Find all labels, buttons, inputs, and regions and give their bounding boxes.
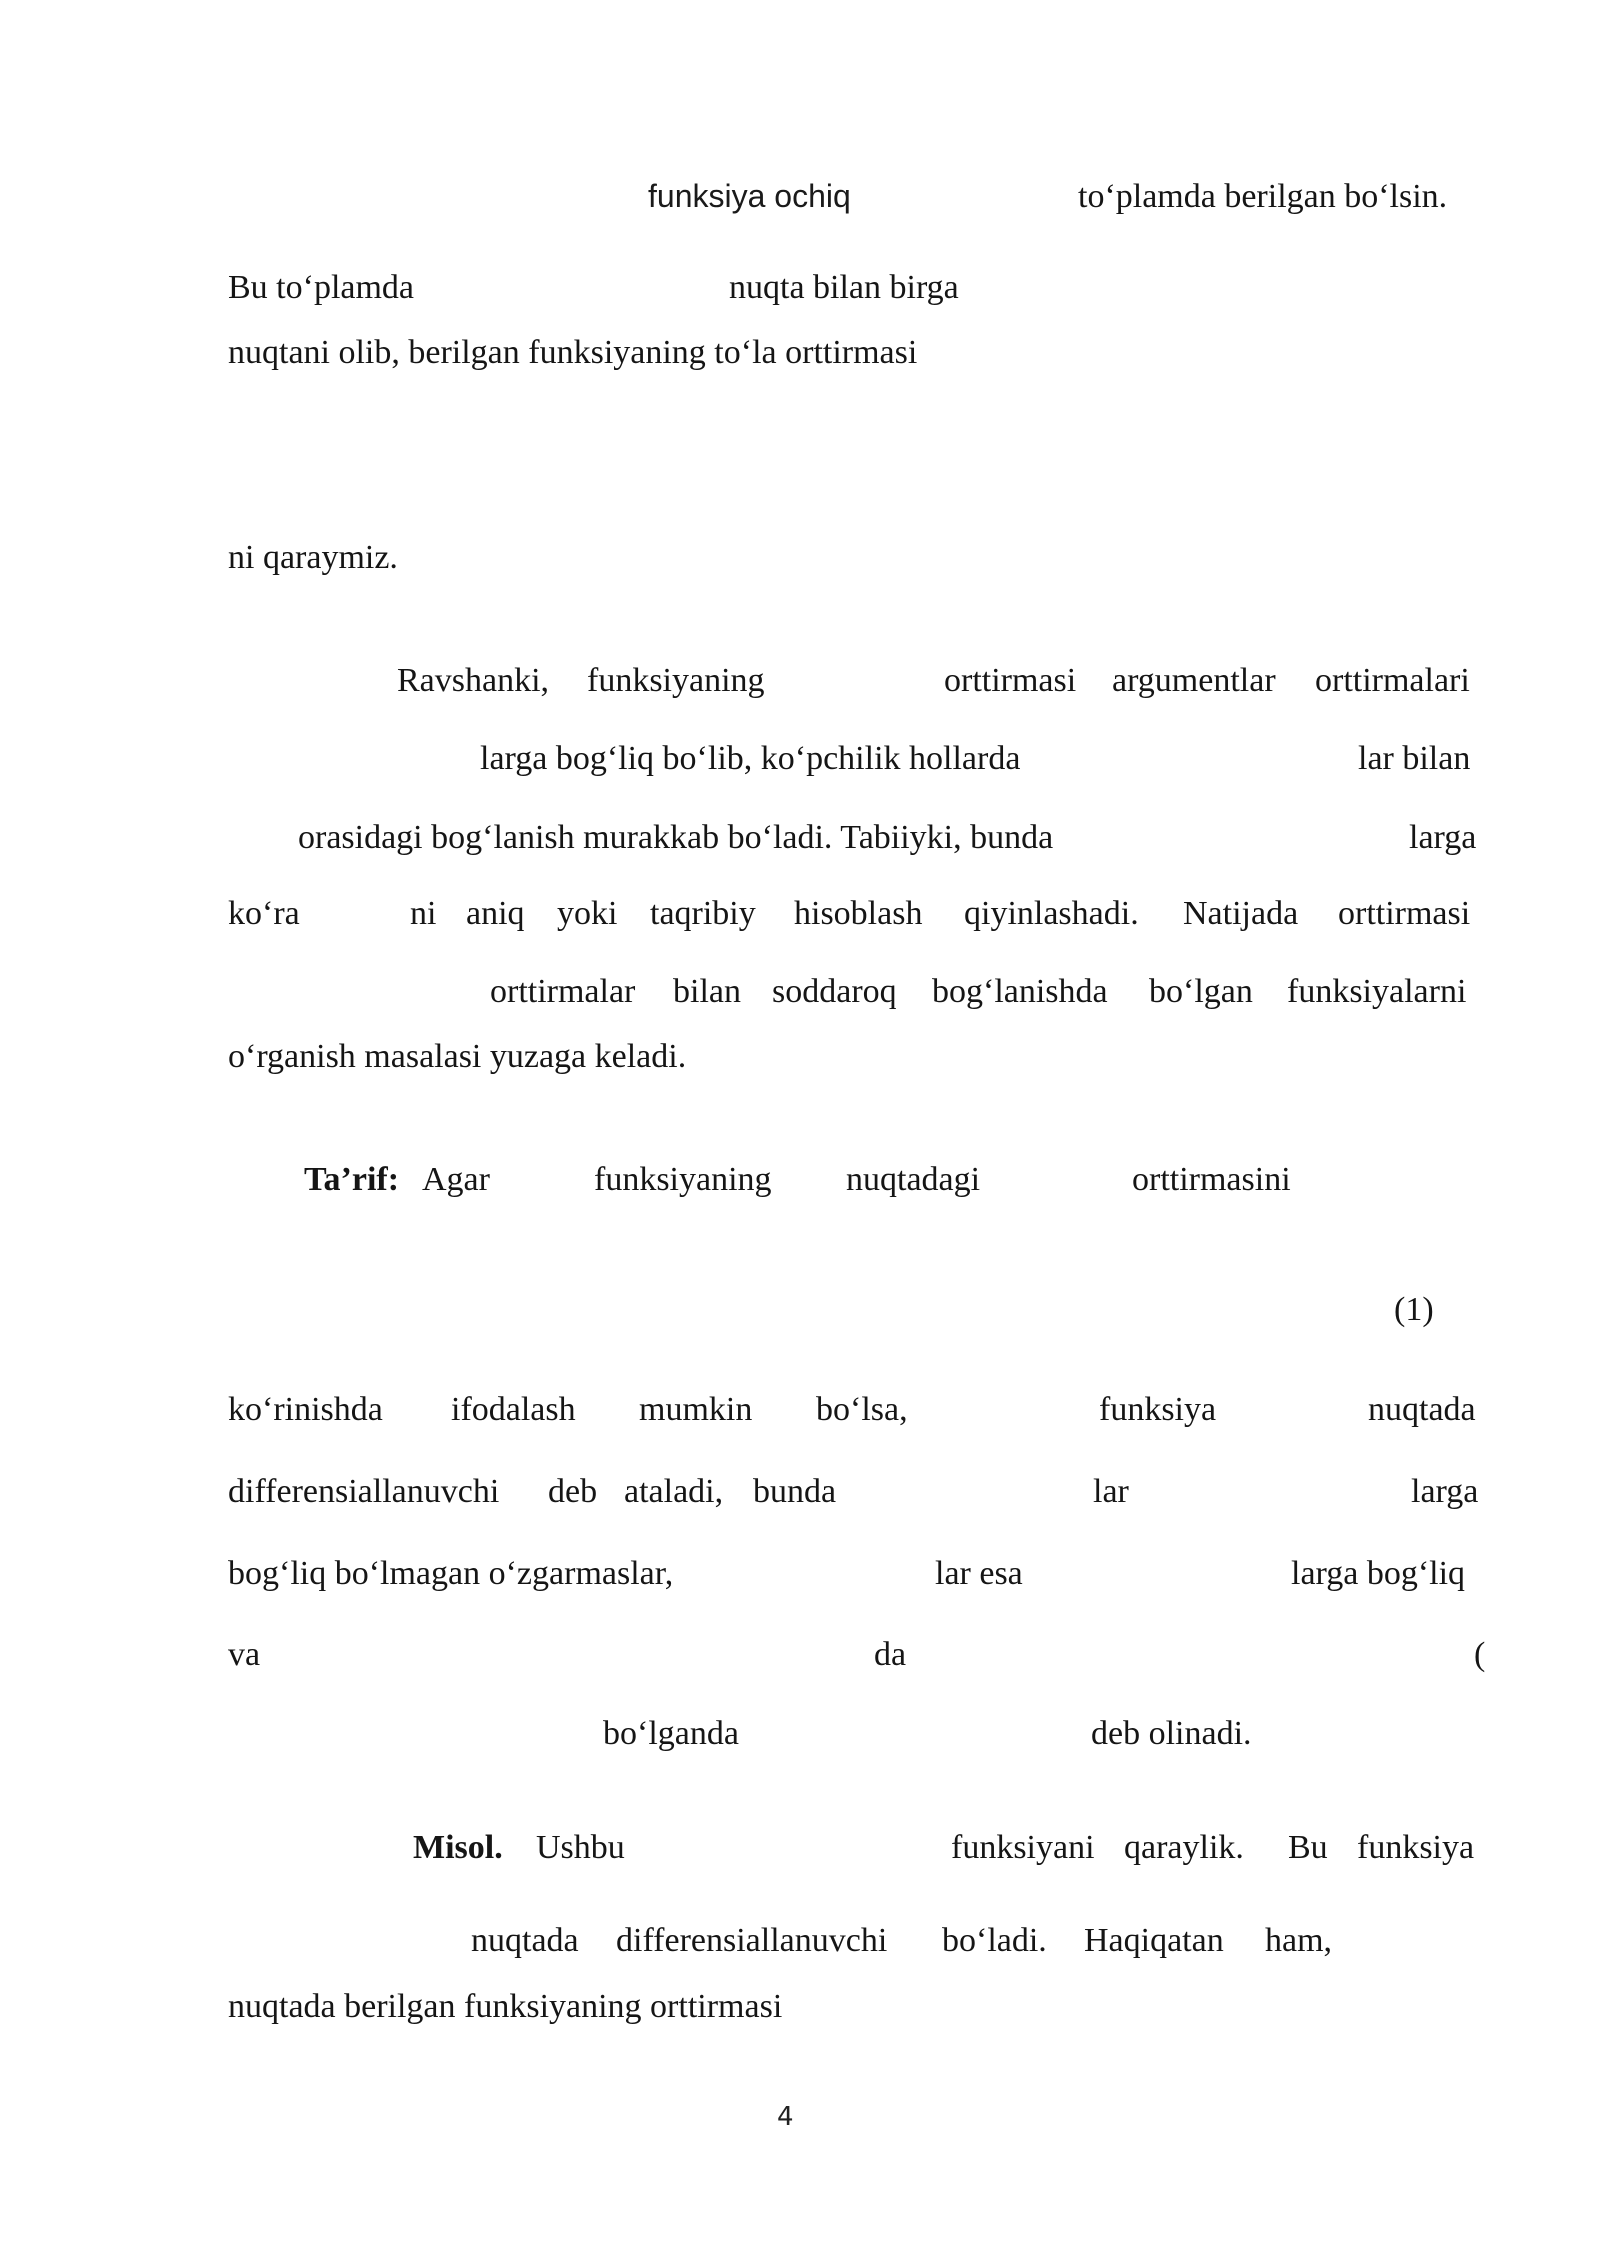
p2-line-2a: larga bog‘liq bo‘lib, ko‘pchilik hollarda [480,740,1021,777]
def-word: va [228,1636,261,1673]
text-line-1a: funksiya ochiq [648,178,851,214]
def-line-3c: larga bog‘liq [1291,1555,1466,1592]
p2-word: ko‘ra [228,895,300,932]
p2-word: orttirmalari [1315,662,1470,699]
text-line-1b: to‘plamda berilgan bo‘lsin. [1078,178,1448,215]
page-number: 4 [777,2102,794,2132]
def-word: larga [1411,1473,1479,1510]
p2-word: bo‘lgan [1149,973,1253,1010]
ex-word: funksiya [1357,1829,1475,1866]
def-word: funksiya [1099,1391,1217,1428]
text-line-2a: Bu to‘plamda [228,269,415,306]
text-line-4: ni qaraymiz. [228,539,398,576]
p2-line-2b: lar bilan [1358,740,1471,777]
p2-word: taqribiy [650,895,756,932]
def-word: differensiallanuvchi [228,1473,500,1510]
def-word: bunda [753,1473,837,1510]
p2-word: funksiyalarni [1287,973,1467,1010]
def-word: Agar [422,1161,490,1198]
p2-word: yoki [557,895,618,932]
ex-word: nuqtada [471,1922,579,1959]
def-line-3a: bog‘liq bo‘lmagan o‘zgarmaslar, [228,1555,674,1592]
ex-word: ham, [1265,1922,1333,1959]
p2-word: bog‘lanishda [932,973,1108,1010]
p2-line-3a: orasidagi bog‘lanish murakkab bo‘ladi. Tabiiyki, bunda [298,819,1054,856]
def-word: bo‘lsa, [816,1391,908,1428]
p2-word: bilan [673,973,741,1010]
p2-word: Ravshanki, [397,662,550,699]
p2-word: Natijada [1183,895,1299,932]
def-word: nuqtadagi [846,1161,981,1198]
definition-label: Ta’rif: [304,1161,400,1198]
ex-word: qaraylik. [1124,1829,1244,1866]
ex-word: Bu [1288,1829,1328,1866]
p2-word: orttirmasi [944,662,1077,699]
ex-word: Ushbu [536,1829,625,1866]
def-word: ataladi, [624,1473,724,1510]
ex-word: bo‘ladi. [942,1922,1047,1959]
def-word: mumkin [639,1391,753,1428]
p2-word: orttirmasi [1338,895,1471,932]
text-line-3: nuqtani olib, berilgan funksiyaning to‘la orttirmasi [228,334,918,371]
def-word: ifodalash [451,1391,576,1428]
p2-word: aniq [466,895,525,932]
p2-line-3b: larga [1409,819,1477,856]
ex-line-3: nuqtada berilgan funksiyaning orttirmasi [228,1988,783,2025]
example-label: Misol. [413,1829,503,1866]
def-word: ( [1474,1636,1486,1673]
p2-word: hisoblash [794,895,923,932]
def-line-3b: lar esa [935,1555,1023,1592]
def-word: ko‘rinishda [228,1391,383,1428]
def-word: lar [1093,1473,1129,1510]
ex-word: Haqiqatan [1084,1922,1224,1959]
p2-word: soddaroq [772,973,897,1010]
p2-word: argumentlar [1112,662,1276,699]
def-word: deb olinadi. [1091,1715,1252,1752]
p2-word: qiyinlashadi. [964,895,1139,932]
ex-word: funksiyani [951,1829,1095,1866]
p2-word: ni [410,895,437,932]
p2-line-6: o‘rganish masalasi yuzaga keladi. [228,1038,687,1075]
def-word: da [874,1636,907,1673]
def-word: deb [548,1473,598,1510]
def-word: bo‘lganda [603,1715,739,1752]
def-word: funksiyaning [594,1161,772,1198]
p2-word: orttirmalar [490,973,636,1010]
text-line-2b: nuqta bilan birga [729,269,959,306]
p2-word: funksiyaning [587,662,765,699]
ex-word: differensiallanuvchi [616,1922,888,1959]
equation-number: (1) [1394,1291,1434,1328]
def-word: orttirmasini [1132,1161,1291,1198]
def-word: nuqtada [1368,1391,1476,1428]
